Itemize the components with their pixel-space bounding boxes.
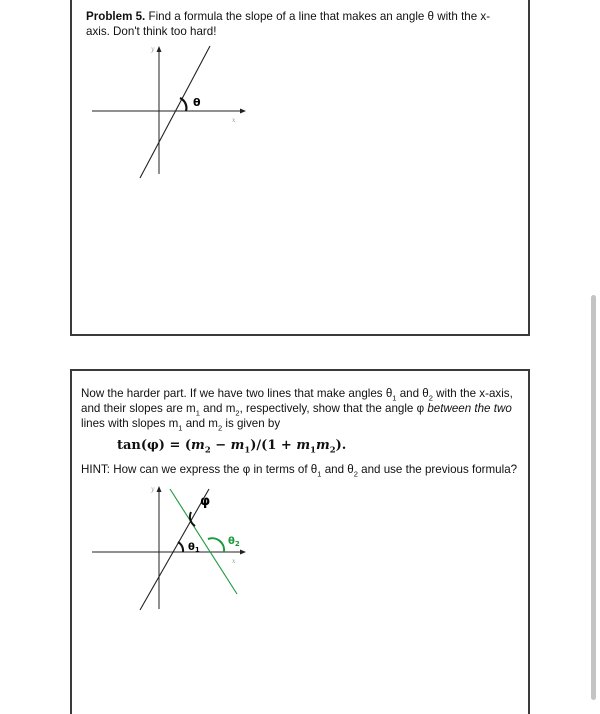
- formula-part: )/(1 +: [250, 438, 297, 453]
- y-axis-arrow: [157, 46, 162, 52]
- formula-var: m: [191, 438, 205, 453]
- text-segment: , respectively, show that the angle φ: [239, 402, 428, 415]
- theta-2-subscript: 2: [234, 540, 240, 548]
- text-segment: is given by: [222, 417, 281, 430]
- theta-2-symbol: θ: [228, 536, 235, 547]
- text-segment: HINT: How can we express the φ in terms of θ: [81, 463, 318, 476]
- problem-1-figure: [92, 36, 252, 146]
- theta-1-arc: [178, 542, 183, 552]
- sloped-line: [140, 46, 210, 178]
- x-axis-arrow: [240, 109, 246, 114]
- x-axis-label: x: [232, 117, 236, 124]
- problem-1-statement: Find a formula the slope of a line that makes an angle θ with the x-axis. Don't think too hard!: [86, 10, 491, 38]
- problem-2-figure: [92, 476, 272, 616]
- subscript: 2: [217, 423, 223, 433]
- subscript: 2: [428, 393, 433, 403]
- y-axis-label: y: [151, 46, 155, 53]
- scrollbar-thumb[interactable]: [591, 295, 596, 700]
- problem-2-box: [70, 369, 530, 714]
- problem-2-text: [81, 386, 521, 431]
- subscript: 1: [178, 423, 183, 433]
- formula-var: m: [230, 438, 245, 453]
- problem-1-title: Problem 5.: [86, 10, 146, 23]
- problem-1-box: [70, 0, 530, 336]
- x-axis-arrow: [240, 550, 246, 555]
- hint-text: [81, 462, 526, 477]
- subscript: 1: [244, 444, 251, 455]
- tan-formula: [117, 438, 346, 453]
- subscript: 2: [235, 408, 240, 418]
- text-segment: and θ: [396, 387, 429, 400]
- subscript: 1: [195, 408, 200, 418]
- formula-part: ).: [335, 438, 347, 453]
- text-segment: Now the harder part. If we have two lines that make angles θ: [81, 387, 393, 400]
- phi-label: φ: [200, 494, 211, 509]
- y-axis-label: y: [151, 486, 155, 493]
- subscript: 1: [392, 393, 397, 403]
- theta-1-symbol: θ: [188, 542, 195, 553]
- theta-2-label: [228, 536, 240, 548]
- subscript: 2: [329, 444, 336, 455]
- text-segment: with the x-axis, and their slopes are m: [81, 387, 513, 415]
- formula-part: −: [210, 438, 231, 453]
- subscript: 1: [317, 469, 322, 479]
- theta-label: θ: [193, 96, 201, 109]
- text-segment: and m: [199, 402, 236, 415]
- text-segment: and θ: [321, 463, 354, 476]
- text-segment: and use the previous formula?: [357, 463, 518, 476]
- subscript: 2: [353, 469, 358, 479]
- formula-var: m: [315, 438, 330, 453]
- text-segment: lines with slopes m: [81, 417, 179, 430]
- subscript: 1: [310, 444, 316, 455]
- theta-1-label: [188, 542, 200, 554]
- theta-1-subscript: 1: [194, 546, 200, 554]
- text-segment: and m: [182, 417, 218, 430]
- formula-part: tan(φ) = (: [117, 438, 192, 453]
- formula-var: m: [296, 438, 311, 453]
- theta-2-arc: [208, 538, 224, 552]
- y-axis-arrow: [157, 486, 162, 492]
- x-axis-label: x: [232, 558, 236, 565]
- italic-text: between the two: [427, 402, 512, 415]
- problem-1-text: [86, 9, 506, 39]
- subscript: 2: [204, 444, 211, 455]
